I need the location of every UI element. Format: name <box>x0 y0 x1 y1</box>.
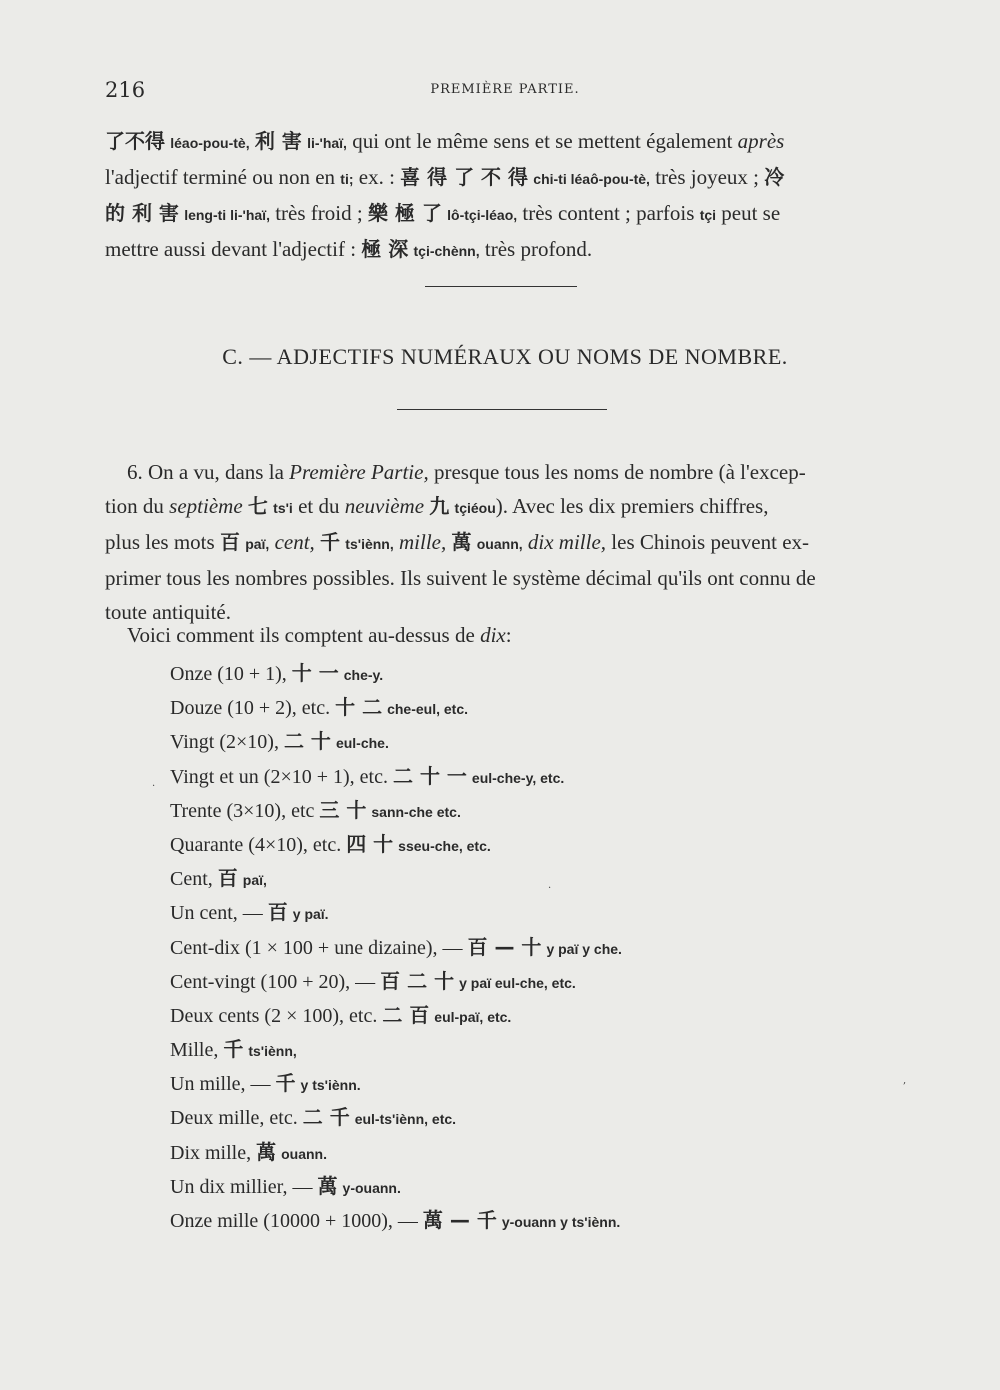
body-text: très profond. <box>484 237 593 261</box>
number-example <box>170 1203 790 1237</box>
chinese-text: 七 <box>247 494 268 518</box>
section-divider <box>397 409 607 410</box>
emphasis-text: mille, <box>399 530 447 554</box>
text-line <box>105 525 905 561</box>
paragraph-adjective-examples <box>105 124 905 268</box>
print-speck: , <box>903 1075 907 1086</box>
french-number: Douze (10 + 2), etc. <box>170 697 331 720</box>
emphasis-text: cent, <box>274 530 315 554</box>
number-example <box>170 656 790 690</box>
chinese-number: 千 <box>275 1071 296 1096</box>
print-speck: . <box>152 778 156 789</box>
chinese-text: 樂 極 了 <box>367 201 442 225</box>
romanization: léao-pou-tè, <box>170 135 250 151</box>
chinese-number: 百 二 十 <box>380 968 455 993</box>
body-text: Voici comment ils comptent au-dessus de <box>127 623 475 647</box>
romanization: li-'haï, <box>307 135 347 151</box>
french-number: Onze mille (10000 + 1000), — <box>170 1210 418 1232</box>
french-number: Cent-vingt (100 + 20), — <box>170 970 376 993</box>
number-example <box>170 1066 790 1100</box>
romanization: y paï. <box>292 906 329 923</box>
french-number: Un mille, — <box>170 1073 271 1096</box>
french-number: Trente (3×10), etc <box>170 799 315 822</box>
romanization: paï, <box>242 872 267 889</box>
chinese-number: 千 <box>223 1037 244 1062</box>
romanization: ouann, <box>476 536 523 552</box>
section-divider <box>425 286 577 287</box>
body-text: qui ont le même sens et se mettent également <box>352 129 733 153</box>
chinese-text: 了不得 <box>105 129 165 153</box>
body-text: très content ; parfois <box>522 201 695 225</box>
page-header <box>105 78 905 102</box>
romanization: tçi-chènn, <box>413 243 480 259</box>
body-text: ex. : <box>358 165 395 189</box>
emphasis-text: dix <box>480 623 506 647</box>
romanization: y-ouann. <box>342 1179 401 1196</box>
number-example <box>170 861 790 895</box>
romanization: tçiéou <box>454 500 496 516</box>
chinese-number: 二 十 <box>283 729 331 754</box>
french-number: Onze (10 + 1), <box>170 663 287 685</box>
number-example <box>170 827 790 861</box>
french-number: Cent, <box>170 868 213 891</box>
romanization: y paï eul-che, etc. <box>459 974 576 991</box>
romanization: che-y. <box>343 667 384 683</box>
number-examples-list <box>170 656 790 1237</box>
text-line <box>105 160 905 196</box>
romanization: leng-ti li-'haï, <box>184 207 270 223</box>
body-text: 6. On a vu, dans la <box>127 460 284 484</box>
emphasis-text: après <box>737 129 785 153</box>
romanization: ts'i <box>273 500 293 516</box>
french-number: Vingt (2×10), <box>170 731 279 754</box>
chinese-text: 喜 得 了 不 得 <box>400 165 529 189</box>
french-number: Dix mille, <box>170 1141 252 1164</box>
number-example <box>170 1135 790 1169</box>
romanization: lô-tçi-léao, <box>447 207 518 223</box>
chinese-number: 二 千 <box>302 1105 350 1130</box>
french-number: Quarante (4×10), etc. <box>170 833 342 856</box>
romanization: tçi <box>699 207 717 223</box>
body-text: presque tous les noms de nombre (à l'excep- <box>433 460 806 484</box>
text-line <box>105 196 905 232</box>
body-text: très froid ; <box>275 201 363 225</box>
text-line <box>105 232 905 268</box>
emphasis-text: dix mille, <box>527 530 607 554</box>
romanization: sseu-che, etc. <box>398 837 491 854</box>
romanization: y paï y che. <box>546 940 622 957</box>
number-example <box>170 895 790 929</box>
chinese-number: 四 十 <box>346 831 394 856</box>
chinese-number: 百 <box>267 900 288 925</box>
number-example <box>170 1169 790 1203</box>
body-text: tion du <box>105 494 164 518</box>
body-text: peut se <box>721 201 781 225</box>
text-line: toute antiquité. <box>105 600 231 624</box>
chinese-number: 萬 <box>256 1139 277 1164</box>
body-text: mettre aussi devant l'adjectif : <box>105 237 357 261</box>
body-text: ). Avec les dix premiers chiffres, <box>495 494 769 518</box>
romanization: ti; <box>340 171 354 187</box>
romanization: eul-che. <box>335 735 389 752</box>
number-example <box>170 724 790 758</box>
french-number: Un dix millier, — <box>170 1175 313 1198</box>
chinese-number: 十 一 <box>291 661 339 685</box>
romanization: y-ouann y ts'iènn. <box>501 1214 621 1230</box>
romanization: sann-che etc. <box>371 803 461 820</box>
text-line <box>105 489 905 525</box>
chinese-text: 萬 <box>451 530 472 554</box>
body-text: l'adjectif terminé ou non en <box>105 165 336 189</box>
emphasis-text: Première Partie, <box>289 460 429 484</box>
emphasis-text: neuvième <box>344 494 425 518</box>
number-example <box>170 1100 790 1134</box>
chinese-text: 千 <box>320 530 341 554</box>
section-heading: C. — ADJECTIFS NUMÉRAUX OU NOMS DE NOMBRE. <box>222 344 788 369</box>
french-number: Un cent, — <box>170 902 263 925</box>
number-example <box>170 1032 790 1066</box>
running-head: PREMIÈRE PARTIE. <box>430 82 580 97</box>
chinese-number: 三 十 <box>319 797 367 822</box>
emphasis-text: septième <box>169 494 243 518</box>
chinese-number: 二 十 一 <box>392 763 467 788</box>
romanization: y ts'iènn. <box>300 1077 361 1094</box>
text-line: primer tous les nombres possibles. Ils suivent le système décimal qu'ils ont connu de <box>105 566 816 590</box>
romanization: ts'iènn, <box>345 536 394 552</box>
chinese-number: 二 百 <box>382 1002 430 1027</box>
romanization: eul-che-y, etc. <box>471 769 565 786</box>
chinese-number: 萬 <box>317 1173 338 1198</box>
number-example <box>170 759 790 793</box>
chinese-text: 的 利 害 <box>105 201 179 225</box>
chinese-text: 九 <box>429 494 450 518</box>
body-text: plus les mots <box>105 530 215 554</box>
number-example <box>170 998 790 1032</box>
romanization: chi-ti léaô-pou-tè, <box>533 171 650 187</box>
french-number: Cent-dix (1 × 100 + une dizaine), — <box>170 936 463 959</box>
romanization: eul-ts'iènn, etc. <box>354 1111 457 1128</box>
french-number: Deux mille, etc. <box>170 1107 298 1130</box>
french-number: Deux cents (2 × 100), etc. <box>170 1004 378 1027</box>
page-number: 216 <box>105 78 146 102</box>
body-text: : <box>505 623 512 647</box>
chinese-number: 萬 — 千 <box>422 1208 497 1232</box>
text-line <box>105 124 905 160</box>
list-intro <box>127 623 512 648</box>
chinese-number: 百 <box>217 866 238 891</box>
french-number: Vingt et un (2×10 + 1), etc. <box>170 765 388 788</box>
romanization: paï, <box>245 536 270 552</box>
number-example <box>170 930 790 964</box>
chinese-text: 冷 <box>764 165 785 189</box>
chinese-text: 極 深 <box>361 237 409 261</box>
chinese-text: 利 害 <box>254 129 302 153</box>
body-text: les Chinois peuvent ex- <box>611 530 810 554</box>
number-example <box>170 793 790 827</box>
french-number: Mille, <box>170 1039 219 1062</box>
number-example <box>170 690 790 724</box>
paragraph-numerals <box>105 455 905 629</box>
romanization: ouann. <box>281 1145 327 1162</box>
romanization: ts'iènn, <box>248 1043 297 1060</box>
body-text: très joyeux ; <box>655 165 760 189</box>
body-text: et du <box>298 494 340 518</box>
print-speck: . <box>548 880 552 891</box>
number-example <box>170 964 790 998</box>
chinese-number: 十 二 <box>335 695 383 720</box>
chinese-number: 百 — 十 <box>467 934 542 959</box>
romanization: che-eul, etc. <box>387 701 468 718</box>
romanization: eul-paï, etc. <box>434 1008 512 1025</box>
text-line <box>105 455 905 489</box>
chinese-text: 百 <box>219 530 240 554</box>
